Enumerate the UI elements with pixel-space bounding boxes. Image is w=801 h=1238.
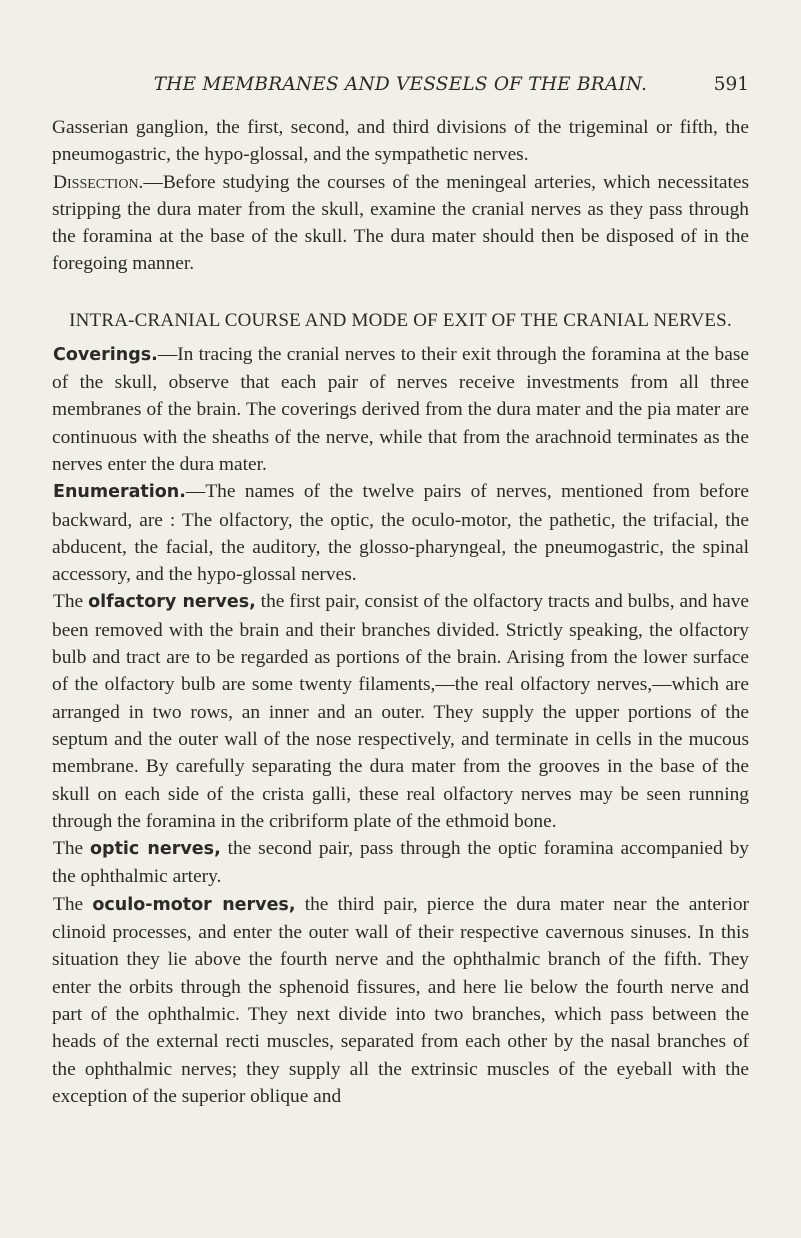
dissection-paragraph bbox=[52, 169, 749, 278]
oculomotor-text: the third pair, pierce the dura mater near the anterior clinoid processes, and enter the outer wall of their respective cavernous sinuses. In this situation they lie above the fourth nerve and the ophthalmic branch of the fifth. They enter the orbits through the sphenoid fissures, and here lie below the fourth nerve and part of the ophthalmic. They next divide into two branches, which pass between the heads of the external recti muscles, separated from each other by the nasal branches of the ophthalmic nerves; they supply all the extrinsic muscles of the eyeball with the exception of the superior oblique and bbox=[52, 893, 749, 1107]
running-title: THE MEMBRANES AND VESSELS OF THE BRAIN. bbox=[153, 74, 648, 95]
optic-label: optic nerves, bbox=[90, 839, 221, 860]
intro-paragraph bbox=[52, 114, 749, 169]
coverings-paragraph bbox=[52, 341, 749, 478]
olfactory-pre: The bbox=[53, 591, 89, 613]
olfactory-text: the first pair, consist of the olfactory tracts and bulbs, and have been removed with the brain and their branches divided. Strictly speaking, the olfactory bulb and tract are to be regarded as portions of the brain. Arising from the lower surface of the olfactory bulb are some twenty filaments,—the real olfactory nerves,—which are arranged in two rows, an inner and an outer. They supply the upper portions of the septum and the outer wall of the nose respectively, and terminate in cells in the mucous membrane. By carefully separating the dura mater from the grooves in the base of the skull on each side of the crista galli, these real olfactory nerves may be seen running through the foramina in the cribriform plate of the ethmoid bone. bbox=[52, 591, 749, 832]
olfactory-label: olfactory nerves, bbox=[88, 592, 256, 613]
intro-text: Gasserian ganglion, the first, second, and third divisions of the trigeminal or fifth, the pneumogastric, the hypo-glossal, and the sympathetic nerves. bbox=[52, 117, 749, 166]
dissection-text: —Before studying the courses of the meningeal arteries, which necessitates stripping the dura mater from the skull, examine the cranial nerves as they pass through the foramina at the base of the skull. The dura mater should then be disposed of in the foregoing manner. bbox=[52, 171, 749, 275]
oculomotor-pre: The bbox=[53, 893, 93, 915]
optic-pre: The bbox=[53, 838, 91, 860]
coverings-text: —In tracing the cranial nerves to their exit through the foramina at the base of the skull, observe that each pair of nerves receive investments from all three membranes of the brain. The coverings derived from the dura mater and the pia mater are continuous with the sheaths of the nerve, while that from the arachnoid terminates as the nerves enter the dura mater. bbox=[52, 343, 749, 475]
page-number: 591 bbox=[713, 74, 749, 95]
coverings-label: Coverings. bbox=[53, 344, 158, 365]
olfactory-paragraph bbox=[52, 588, 749, 835]
oculomotor-label: oculo-motor nerves, bbox=[92, 894, 296, 915]
enumeration-paragraph bbox=[52, 478, 749, 588]
oculomotor-paragraph bbox=[52, 891, 749, 1110]
enumeration-label: Enumeration. bbox=[53, 482, 186, 503]
optic-text: the second pair, pass through the optic foramina accompanied by the ophthalmic artery. bbox=[52, 838, 749, 888]
section-heading: INTRA-CRANIAL COURSE AND MODE OF EXIT OF THE CRANIAL NERVES. bbox=[69, 309, 732, 331]
enumeration-text: —The names of the twelve pairs of nerves, mentioned from before backward, are : The olfactory, the optic, the oculo-motor, the pathetic, the trifacial, the abducent, the facial, the auditory, the glosso-pharyngeal, the pneumogastric, the spinal accessory, and the hypo-glossal nerves. bbox=[52, 481, 749, 586]
running-head bbox=[52, 74, 749, 100]
body-text bbox=[52, 114, 749, 1110]
dissection-label: Dissection. bbox=[53, 171, 144, 193]
optic-paragraph bbox=[52, 835, 749, 891]
